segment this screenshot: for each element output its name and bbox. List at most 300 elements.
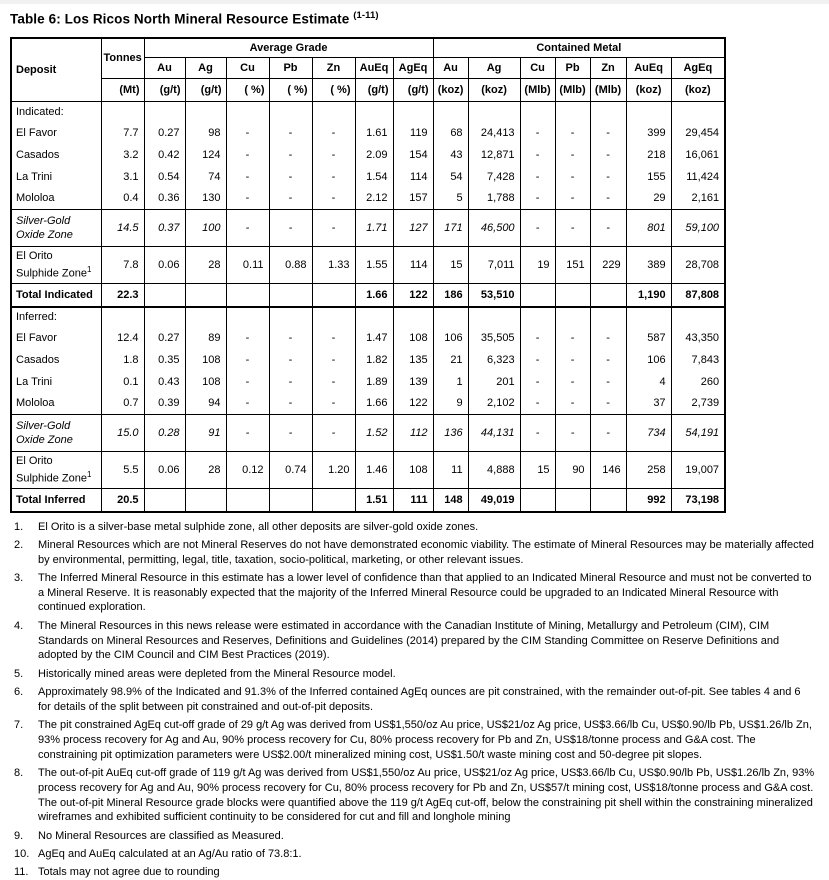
footnote-item: [10, 667, 816, 682]
value-cell: -: [555, 122, 590, 144]
value-cell: 1,190: [626, 284, 671, 307]
value-cell: 2,739: [671, 393, 725, 415]
value-cell: 112: [393, 415, 433, 452]
value-cell: 1.8: [101, 349, 144, 371]
deposit-cell: El Orito Sulphide Zone$^1$: [11, 452, 101, 489]
footnote-number: 1.: [14, 520, 23, 535]
value-cell: -: [226, 144, 269, 166]
value-cell: 20.5: [101, 489, 144, 512]
value-cell: 171: [433, 210, 468, 247]
value-cell: [144, 284, 185, 307]
value-cell: 46,500: [468, 210, 520, 247]
value-cell: 0.11: [226, 247, 269, 284]
value-cell: 389: [626, 247, 671, 284]
value-cell: [590, 102, 626, 122]
value-cell: 0.43: [144, 371, 185, 393]
value-cell: -: [555, 415, 590, 452]
unit-grade-ageq: (g/t): [393, 79, 433, 102]
value-cell: 37: [626, 393, 671, 415]
footnote-number: 7.: [14, 718, 23, 733]
table-row: [11, 284, 725, 307]
header-grade-zn: Zn: [312, 58, 355, 79]
mineral-resource-table: [10, 37, 726, 513]
value-cell: 151: [555, 247, 590, 284]
value-cell: 258: [626, 452, 671, 489]
footnote-number: 8.: [14, 766, 23, 781]
value-cell: 6,323: [468, 349, 520, 371]
unit-metal-ageq: (koz): [671, 79, 725, 102]
value-cell: 12.4: [101, 327, 144, 349]
header-group-average-grade: Average Grade: [144, 38, 433, 58]
value-cell: 21: [433, 349, 468, 371]
value-cell: 1.47: [355, 327, 393, 349]
value-cell: 0.42: [144, 144, 185, 166]
value-cell: 9: [433, 393, 468, 415]
header-grade-cu: Cu: [226, 58, 269, 79]
value-cell: 2,161: [671, 188, 725, 210]
value-cell: 94: [185, 393, 226, 415]
value-cell: [590, 489, 626, 512]
value-cell: -: [312, 210, 355, 247]
value-cell: 0.06: [144, 452, 185, 489]
value-cell: 0.1: [101, 371, 144, 393]
value-cell: [520, 489, 555, 512]
value-cell: 108: [185, 371, 226, 393]
value-cell: 2.12: [355, 188, 393, 210]
value-cell: 108: [393, 452, 433, 489]
deposit-cell: El Favor: [11, 122, 101, 144]
value-cell: [520, 284, 555, 307]
footnote-number: 6.: [14, 685, 23, 700]
value-cell: 28,708: [671, 247, 725, 284]
value-cell: 1.66: [355, 284, 393, 307]
value-cell: -: [590, 210, 626, 247]
table-row: [11, 415, 725, 452]
value-cell: 15: [520, 452, 555, 489]
value-cell: 186: [433, 284, 468, 307]
unit-grade-cu: ( %): [226, 79, 269, 102]
value-cell: -: [312, 122, 355, 144]
value-cell: -: [269, 188, 312, 210]
value-cell: [555, 102, 590, 122]
table-row: [11, 102, 725, 122]
value-cell: 15: [433, 247, 468, 284]
value-cell: -: [269, 122, 312, 144]
value-cell: 98: [185, 122, 226, 144]
footnote-text: The Mineral Resources in this news release were estimated in accordance with the Canadian Institute of Mining, Metallurgy and Petroleum (CIM), CIM Standards on Mineral Resources and Reserves, Definitions and Guidelines (2014) prepared by the CIM Standing Committee on Reserve Definitions and adopted by the CIM Council and CIM Best Practices (2019).: [38, 620, 779, 662]
value-cell: 122: [393, 284, 433, 307]
table-row: [11, 122, 725, 144]
deposit-cell: Total Inferred: [11, 489, 101, 512]
value-cell: [520, 307, 555, 327]
value-cell: 1.61: [355, 122, 393, 144]
value-cell: 1.52: [355, 415, 393, 452]
value-cell: -: [555, 327, 590, 349]
value-cell: 7.7: [101, 122, 144, 144]
value-cell: -: [269, 210, 312, 247]
value-cell: 155: [626, 166, 671, 188]
value-cell: -: [226, 188, 269, 210]
value-cell: -: [555, 210, 590, 247]
unit-grade-pb: ( %): [269, 79, 312, 102]
value-cell: -: [555, 188, 590, 210]
value-cell: 0.39: [144, 393, 185, 415]
deposit-cell: Silver-Gold Oxide Zone: [11, 210, 101, 247]
footnote-item: [10, 685, 816, 715]
value-cell: 1.54: [355, 166, 393, 188]
value-cell: [590, 307, 626, 327]
unit-metal-au: (koz): [433, 79, 468, 102]
value-cell: [226, 307, 269, 327]
deposit-cell: Casados: [11, 349, 101, 371]
value-cell: [590, 284, 626, 307]
footnote-item: [10, 847, 816, 862]
header-metal-cu: Cu: [520, 58, 555, 79]
value-cell: 0.06: [144, 247, 185, 284]
footnote-number: 10.: [14, 847, 29, 862]
footnote-text: The out-of-pit AuEq cut-off grade of 119 g/t Ag was derived from US$1,550/oz Au price, US$21/oz Ag price, US$3.66/lb Cu, US$0.90/lb Pb, US$1.26/lb Zn, 93% process recovery for Ag and Au, 90% process recovery for Cu, 80% process recovery for Pb and Zn, US$57/t mining cost, US$18/tonne process and G&A cost. The out-of-pit Mineral Resource grade blocks were quantified above the 119 g/t AgEq cut-off, below the constraining pit shell within the constraining mineralized wireframes and exhibited sufficient continuity to be considered for cut and fill and longhole mining: [38, 767, 814, 823]
value-cell: 0.36: [144, 188, 185, 210]
value-cell: -: [269, 327, 312, 349]
footnote-text: The pit constrained AgEq cut-off grade of 29 g/t Ag was derived from US$1,550/oz Au price, US$21/oz Ag price, US$3.66/lb Cu, US$0.90/lb Pb, US$1.26/lb Zn, 93% process recovery for Ag and Au, 90% process recovery for Cu, 80% process recovery for Pb and Zn, US$18/tonne process and G&A cost. The constraining pit optimization parameters were US$2.00/t mineralized mining cost, US$1.50/t waste mining cost and 50-degree pit slopes.: [38, 719, 812, 761]
value-cell: -: [226, 349, 269, 371]
value-cell: -: [269, 371, 312, 393]
header-grade-ag: Ag: [185, 58, 226, 79]
header-grade-aueq: AuEq: [355, 58, 393, 79]
footnote-item: [10, 766, 816, 825]
value-cell: 1.20: [312, 452, 355, 489]
table-row: [11, 247, 725, 284]
value-cell: [269, 307, 312, 327]
deposit-cell: Inferred:: [11, 307, 101, 327]
value-cell: 260: [671, 371, 725, 393]
value-cell: 59,100: [671, 210, 725, 247]
header-metal-au: Au: [433, 58, 468, 79]
table-row: [11, 166, 725, 188]
table-row: [11, 188, 725, 210]
value-cell: -: [590, 166, 626, 188]
value-cell: 11: [433, 452, 468, 489]
value-cell: 7,011: [468, 247, 520, 284]
value-cell: 1.51: [355, 489, 393, 512]
value-cell: [555, 284, 590, 307]
value-cell: -: [269, 144, 312, 166]
footnote-number: 2.: [14, 538, 23, 553]
value-cell: -: [226, 415, 269, 452]
value-cell: 1.66: [355, 393, 393, 415]
value-cell: 68: [433, 122, 468, 144]
value-cell: 53,510: [468, 284, 520, 307]
deposit-cell: Mololoa: [11, 393, 101, 415]
unit-grade-au: (g/t): [144, 79, 185, 102]
value-cell: [520, 102, 555, 122]
value-cell: 139: [393, 371, 433, 393]
footnote-text: No Mineral Resources are classified as Measured.: [38, 830, 284, 842]
value-cell: -: [312, 349, 355, 371]
value-cell: 43: [433, 144, 468, 166]
value-cell: [626, 102, 671, 122]
footnotes-list: [10, 520, 816, 880]
value-cell: 16,061: [671, 144, 725, 166]
value-cell: 19,007: [671, 452, 725, 489]
value-cell: [355, 307, 393, 327]
value-cell: [433, 102, 468, 122]
table-body: [11, 102, 725, 512]
value-cell: 44,131: [468, 415, 520, 452]
value-cell: [144, 307, 185, 327]
value-cell: -: [555, 371, 590, 393]
deposit-cell: Casados: [11, 144, 101, 166]
table-row: [11, 452, 725, 489]
value-cell: [393, 307, 433, 327]
value-cell: -: [520, 210, 555, 247]
header-deposit: Deposit: [11, 38, 101, 102]
header-grade-au: Au: [144, 58, 185, 79]
footnote-item: [10, 619, 816, 663]
footnote-number: 4.: [14, 619, 23, 634]
value-cell: 127: [393, 210, 433, 247]
deposit-cell: La Trini: [11, 371, 101, 393]
value-cell: -: [226, 166, 269, 188]
value-cell: 7,428: [468, 166, 520, 188]
value-cell: 3.1: [101, 166, 144, 188]
value-cell: -: [555, 144, 590, 166]
value-cell: 148: [433, 489, 468, 512]
footnote-item: [10, 829, 816, 844]
value-cell: 122: [393, 393, 433, 415]
deposit-cell: El Favor: [11, 327, 101, 349]
footnote-item: [10, 520, 816, 535]
value-cell: -: [590, 188, 626, 210]
value-cell: 0.88: [269, 247, 312, 284]
value-cell: -: [590, 144, 626, 166]
value-cell: 29: [626, 188, 671, 210]
value-cell: 1.71: [355, 210, 393, 247]
header-group-row: [11, 38, 725, 58]
value-cell: [355, 102, 393, 122]
value-cell: 992: [626, 489, 671, 512]
value-cell: -: [590, 122, 626, 144]
value-cell: 87,808: [671, 284, 725, 307]
value-cell: -: [312, 371, 355, 393]
value-cell: [101, 307, 144, 327]
value-cell: 114: [393, 166, 433, 188]
value-cell: [144, 489, 185, 512]
unit-metal-ag: (koz): [468, 79, 520, 102]
value-cell: 201: [468, 371, 520, 393]
value-cell: -: [226, 393, 269, 415]
table-title-text: Table 6: Los Ricos North Mineral Resource Estimate: [10, 12, 353, 27]
value-cell: 0.74: [269, 452, 312, 489]
footnote-text: AgEq and AuEq calculated at an Ag/Au ratio of 73.8:1.: [38, 848, 302, 860]
value-cell: [101, 102, 144, 122]
unit-metal-cu: (Mlb): [520, 79, 555, 102]
deposit-cell: Mololoa: [11, 188, 101, 210]
value-cell: 22.3: [101, 284, 144, 307]
footnote-text: Historically mined areas were depleted from the Mineral Resource model.: [38, 668, 396, 680]
value-cell: 124: [185, 144, 226, 166]
value-cell: -: [590, 327, 626, 349]
value-cell: -: [312, 393, 355, 415]
value-cell: -: [590, 371, 626, 393]
value-cell: -: [269, 166, 312, 188]
value-cell: 1.46: [355, 452, 393, 489]
table-row: [11, 307, 725, 327]
value-cell: -: [312, 188, 355, 210]
value-cell: 734: [626, 415, 671, 452]
value-cell: [185, 102, 226, 122]
value-cell: 1.55: [355, 247, 393, 284]
value-cell: -: [520, 371, 555, 393]
value-cell: 0.37: [144, 210, 185, 247]
value-cell: 135: [393, 349, 433, 371]
footnote-text: The Inferred Mineral Resource in this estimate has a lower level of confidence than that applied to an Indicated Mineral Resource and must not be converted to a Mineral Reserve. It is reasonably expected that the majority of the Inferred Mineral Resource could be upgraded to an Indicated Mineral Resource with continued exploration.: [38, 572, 812, 614]
table-row: [11, 393, 725, 415]
value-cell: 114: [393, 247, 433, 284]
value-cell: 136: [433, 415, 468, 452]
header-metal-zn: Zn: [590, 58, 626, 79]
document-page: [0, 4, 829, 880]
value-cell: -: [590, 393, 626, 415]
footnote-number: 11.: [14, 865, 28, 880]
value-cell: [144, 102, 185, 122]
value-cell: 49,019: [468, 489, 520, 512]
value-cell: 587: [626, 327, 671, 349]
header-metal-ageq: AgEq: [671, 58, 725, 79]
value-cell: 146: [590, 452, 626, 489]
value-cell: 28: [185, 452, 226, 489]
unit-grade-aueq: (g/t): [355, 79, 393, 102]
value-cell: -: [312, 144, 355, 166]
header-unit-row: [11, 79, 725, 102]
value-cell: 24,413: [468, 122, 520, 144]
value-cell: 801: [626, 210, 671, 247]
value-cell: 0.28: [144, 415, 185, 452]
value-cell: [468, 102, 520, 122]
value-cell: -: [555, 166, 590, 188]
value-cell: 7.8: [101, 247, 144, 284]
value-cell: 91: [185, 415, 226, 452]
value-cell: 108: [185, 349, 226, 371]
value-cell: [226, 102, 269, 122]
value-cell: -: [226, 327, 269, 349]
unit-metal-zn: (Mlb): [590, 79, 626, 102]
deposit-cell: El Orito Sulphide Zone$^1$: [11, 247, 101, 284]
value-cell: 0.54: [144, 166, 185, 188]
value-cell: [671, 102, 725, 122]
value-cell: 2,102: [468, 393, 520, 415]
value-cell: -: [312, 415, 355, 452]
table-title: [10, 10, 819, 27]
value-cell: 3.2: [101, 144, 144, 166]
value-cell: 218: [626, 144, 671, 166]
value-cell: -: [520, 188, 555, 210]
header-metal-aueq: AuEq: [626, 58, 671, 79]
value-cell: [312, 102, 355, 122]
header-grade-pb: Pb: [269, 58, 312, 79]
value-cell: -: [312, 327, 355, 349]
table-title-superscript: (1-11): [353, 10, 378, 21]
table-row: [11, 371, 725, 393]
value-cell: -: [269, 349, 312, 371]
value-cell: 111: [393, 489, 433, 512]
value-cell: [312, 489, 355, 512]
value-cell: 229: [590, 247, 626, 284]
value-cell: 19: [520, 247, 555, 284]
value-cell: [555, 307, 590, 327]
header-metal-ag: Ag: [468, 58, 520, 79]
value-cell: 0.12: [226, 452, 269, 489]
deposit-footnote-ref: 1: [87, 470, 91, 479]
footnote-item: [10, 865, 816, 880]
table-row: [11, 210, 725, 247]
value-cell: -: [590, 349, 626, 371]
table-header: [11, 38, 725, 102]
footnote-number: 9.: [14, 829, 23, 844]
value-cell: 0.4: [101, 188, 144, 210]
value-cell: [185, 284, 226, 307]
value-cell: 399: [626, 122, 671, 144]
value-cell: 1.89: [355, 371, 393, 393]
value-cell: 54,191: [671, 415, 725, 452]
value-cell: 1.82: [355, 349, 393, 371]
value-cell: 7,843: [671, 349, 725, 371]
header-grade-ageq: AgEq: [393, 58, 433, 79]
value-cell: -: [520, 349, 555, 371]
value-cell: 157: [393, 188, 433, 210]
table-row: [11, 349, 725, 371]
value-cell: [468, 307, 520, 327]
deposit-footnote-ref: 1: [87, 265, 91, 274]
value-cell: 29,454: [671, 122, 725, 144]
value-cell: [312, 284, 355, 307]
header-metal-pb: Pb: [555, 58, 590, 79]
footnote-item: [10, 718, 816, 762]
table-row: [11, 489, 725, 512]
value-cell: -: [590, 415, 626, 452]
table-row: [11, 144, 725, 166]
value-cell: 100: [185, 210, 226, 247]
footnote-text: Totals may not agree due to rounding: [38, 866, 220, 878]
footnote-text: Mineral Resources which are not Mineral Reserves do not have demonstrated economic viability. The estimate of Mineral Resources may be materially affected by environmental, permitting, legal, title, taxation, socio-political, marketing, or other relevant issues.: [38, 539, 814, 566]
value-cell: 12,871: [468, 144, 520, 166]
value-cell: 119: [393, 122, 433, 144]
unit-grade-ag: (g/t): [185, 79, 226, 102]
footnote-number: 5.: [14, 667, 23, 682]
unit-tonnes: (Mt): [101, 79, 144, 102]
value-cell: -: [226, 210, 269, 247]
value-cell: 0.35: [144, 349, 185, 371]
value-cell: 0.7: [101, 393, 144, 415]
value-cell: -: [555, 349, 590, 371]
value-cell: 0.27: [144, 327, 185, 349]
value-cell: -: [520, 144, 555, 166]
value-cell: 4: [626, 371, 671, 393]
value-cell: -: [520, 415, 555, 452]
value-cell: 28: [185, 247, 226, 284]
value-cell: -: [520, 122, 555, 144]
footnote-text: Approximately 98.9% of the Indicated and 91.3% of the Inferred contained AgEq ounces are pit constrained, with the remainder out-of-pit. See tables 4 and 6 for details of the split between pit constrained and out-of-pit deposits.: [38, 686, 801, 713]
value-cell: [433, 307, 468, 327]
deposit-cell: Total Indicated: [11, 284, 101, 307]
value-cell: [393, 102, 433, 122]
value-cell: [185, 489, 226, 512]
footnote-text: El Orito is a silver-base metal sulphide zone, all other deposits are silver-gold oxide zones.: [38, 521, 478, 533]
value-cell: 5.5: [101, 452, 144, 489]
value-cell: -: [555, 393, 590, 415]
value-cell: 73,198: [671, 489, 725, 512]
value-cell: 54: [433, 166, 468, 188]
